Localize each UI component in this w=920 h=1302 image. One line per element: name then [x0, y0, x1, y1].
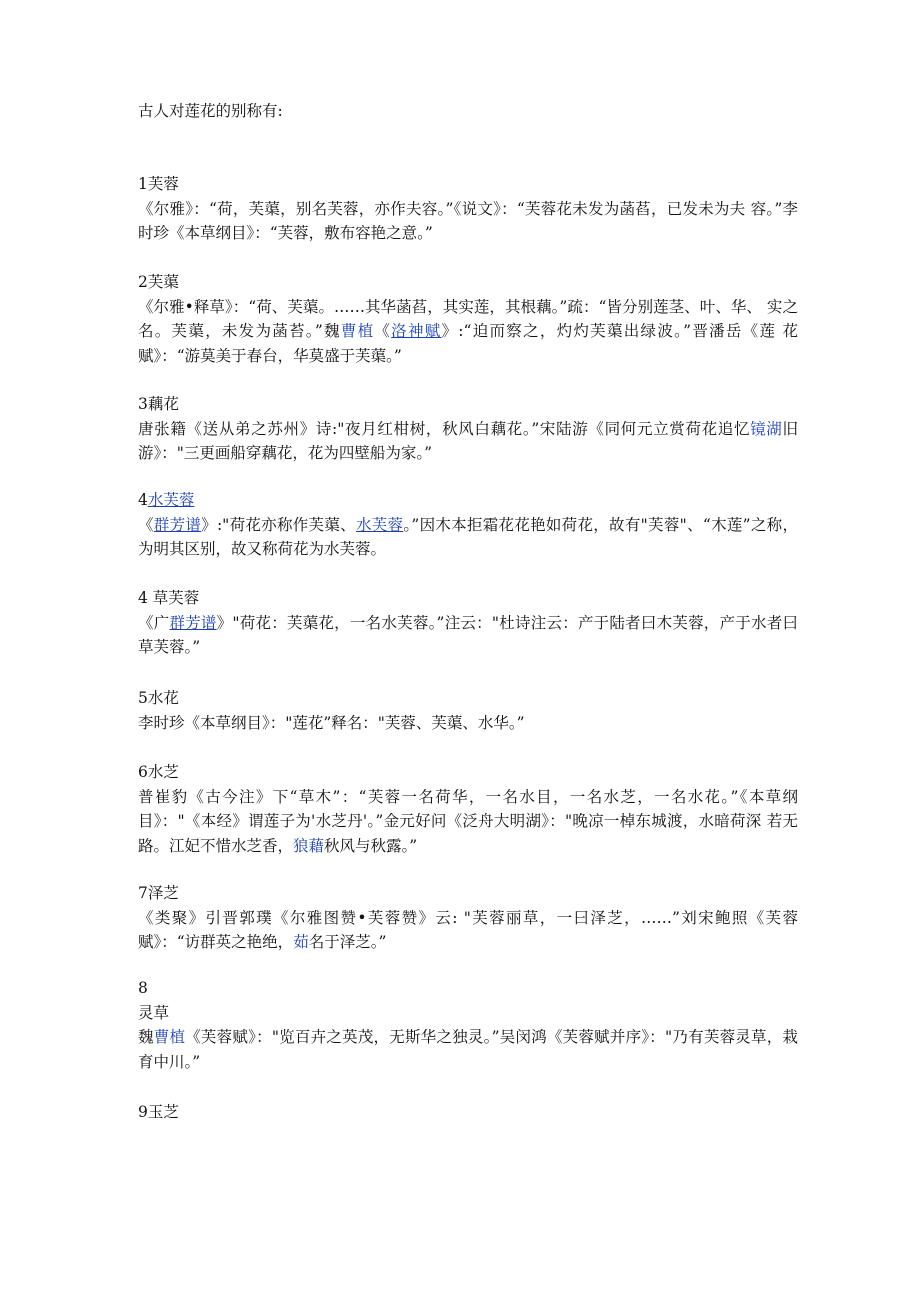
text-segment: 7泽芝 — [138, 884, 179, 902]
text-segment: 4 — [138, 491, 148, 509]
link-镜湖[interactable]: 镜湖 — [750, 419, 783, 438]
entry-body — [138, 417, 798, 466]
entry-4b — [138, 586, 798, 660]
entry-heading — [138, 270, 798, 295]
text-segment: 唐张籍《送从弟之苏州》诗:"夜月红柑树，秋风白藕花。”宋陆游《同何元立赏荷花追忆 — [138, 419, 751, 438]
link-水芙蓉[interactable]: 水芙蓉 — [355, 515, 404, 534]
entry-body — [138, 513, 798, 562]
text-segment: 《 — [374, 322, 392, 340]
intro-text: 古人对莲花的别称有: — [138, 102, 283, 120]
text-segment: 2芙蕖 — [138, 273, 179, 291]
text-segment: 4 草芙蓉 — [138, 589, 200, 607]
text-segment: 《芙蓉赋》："览百卉之英茂，无斯华之独灵。”吴闵鸿《芙蓉赋并序》："乃有芙蓉灵草，栽育中川。” — [138, 1028, 798, 1071]
entry-body — [138, 1025, 798, 1074]
text-segment: 旧游》："三更画船穿藕花，花为四壁船为家。” — [138, 419, 798, 462]
text-segment: 6水芝 — [138, 763, 179, 781]
entry-2 — [138, 270, 798, 368]
entry-heading — [138, 392, 798, 417]
link-茹[interactable]: 茹 — [293, 933, 309, 951]
entry-heading — [138, 686, 798, 711]
text-segment: 3藕花 — [138, 395, 179, 413]
text-segment: 》:"荷花亦称作芙蕖、 — [201, 515, 356, 534]
entry-5 — [138, 686, 798, 735]
entry-heading — [138, 976, 798, 1001]
entry-heading — [138, 172, 798, 197]
entry-subheading — [138, 1001, 798, 1026]
text-segment: 9玉芝 — [138, 1103, 179, 1121]
link-群芳谱[interactable]: 群芳谱 — [169, 613, 217, 632]
link-曹植[interactable]: 曹植 — [340, 322, 375, 340]
link-水芙蓉[interactable]: 水芙蓉 — [147, 491, 195, 509]
text-segment: 灵草 — [138, 1003, 170, 1022]
link-群芳谱[interactable]: 群芳谱 — [153, 515, 202, 534]
text-segment: 李时珍《本草纲目》："莲花”释名："芙蓉、芙蕖、水华。” — [138, 713, 525, 732]
entry-heading — [138, 881, 798, 906]
link-狼藉[interactable]: 狼藉 — [293, 836, 325, 855]
text-segment: 《类聚》引晋郭璞《尔雅图赞•芙蓉赞》云: "芙蓉丽草，一曰泽芝，……”刘宋鲍照《芙蓉 赋》：“访群英之艳绝， — [138, 908, 798, 951]
text-segment: 。”因木本拒霜花花艳如荷花，故有"芙蓉"、“木莲”之称，为明其区别，故又称荷花为水芙蓉。 — [138, 515, 798, 558]
link-洛神赋[interactable]: 洛神赋 — [391, 322, 442, 340]
text-segment: 《 — [138, 515, 154, 534]
text-segment: 《尔雅•释草》：“荷、芙蕖。……其华菡萏，其实莲，其根藕。”疏：“皆分别莲茎、叶、华、 实之名。芙蕖，未发为菡苔。”魏 — [138, 297, 798, 340]
text-segment: 》:“迫而察之，灼灼芙蕖出绿波。”晋潘岳《莲 花赋》：“游莫美于春台，华莫盛于芙蕖。” — [138, 322, 798, 365]
entry-body — [138, 906, 798, 955]
entry-3 — [138, 392, 798, 466]
entry-body — [138, 197, 798, 246]
text-segment: 普崔豹《古今注》下“草木”：“芙蓉一名荷华，一名水目，一名水芝，一名水花。”《本草纲目》："《本经》谓莲子为'水芝丹'。”金元好问《泛舟大明湖》："晚凉一棹东城渡，水暗荷深 若无路。江妃不惜水芝香， — [138, 787, 798, 855]
text-segment: 》"荷花：芙蕖花，一名水芙蓉。”注云："杜诗注云：产于陆者曰木芙蓉，产于水者曰草芙蓉。” — [138, 613, 798, 656]
entry-1 — [138, 172, 798, 246]
entry-4 — [138, 488, 798, 562]
text-segment: 秋风与秋露。” — [324, 836, 418, 855]
link-曹植[interactable]: 曹植 — [153, 1028, 186, 1046]
entry-heading — [138, 760, 798, 785]
entry-heading — [138, 586, 798, 611]
entry-heading — [138, 488, 798, 513]
entry-body — [138, 785, 798, 859]
text-segment: 名于泽芝。” — [308, 933, 387, 951]
entry-heading — [138, 1100, 798, 1125]
entry-body — [138, 711, 798, 736]
text-segment: 5水花 — [138, 689, 179, 707]
text-segment: 《尔雅》：“荷，芙蕖，别名芙蓉，亦作夫容。”《说文》：“芙蓉花未发为菡萏，已发未为夫 容。”李时珍《本草纲目》：“芙蓉，敷布容艳之意。” — [138, 199, 798, 242]
entry-9 — [138, 1100, 798, 1125]
entry-7 — [138, 881, 798, 955]
entry-body — [138, 295, 798, 369]
entry-body — [138, 611, 798, 660]
text-segment: 《广 — [138, 613, 170, 632]
text-segment: 魏 — [138, 1028, 154, 1046]
text-segment: 8 — [138, 979, 148, 997]
text-segment: 1芙蓉 — [138, 175, 179, 193]
entry-6 — [138, 760, 798, 858]
entry-8 — [138, 976, 798, 1074]
